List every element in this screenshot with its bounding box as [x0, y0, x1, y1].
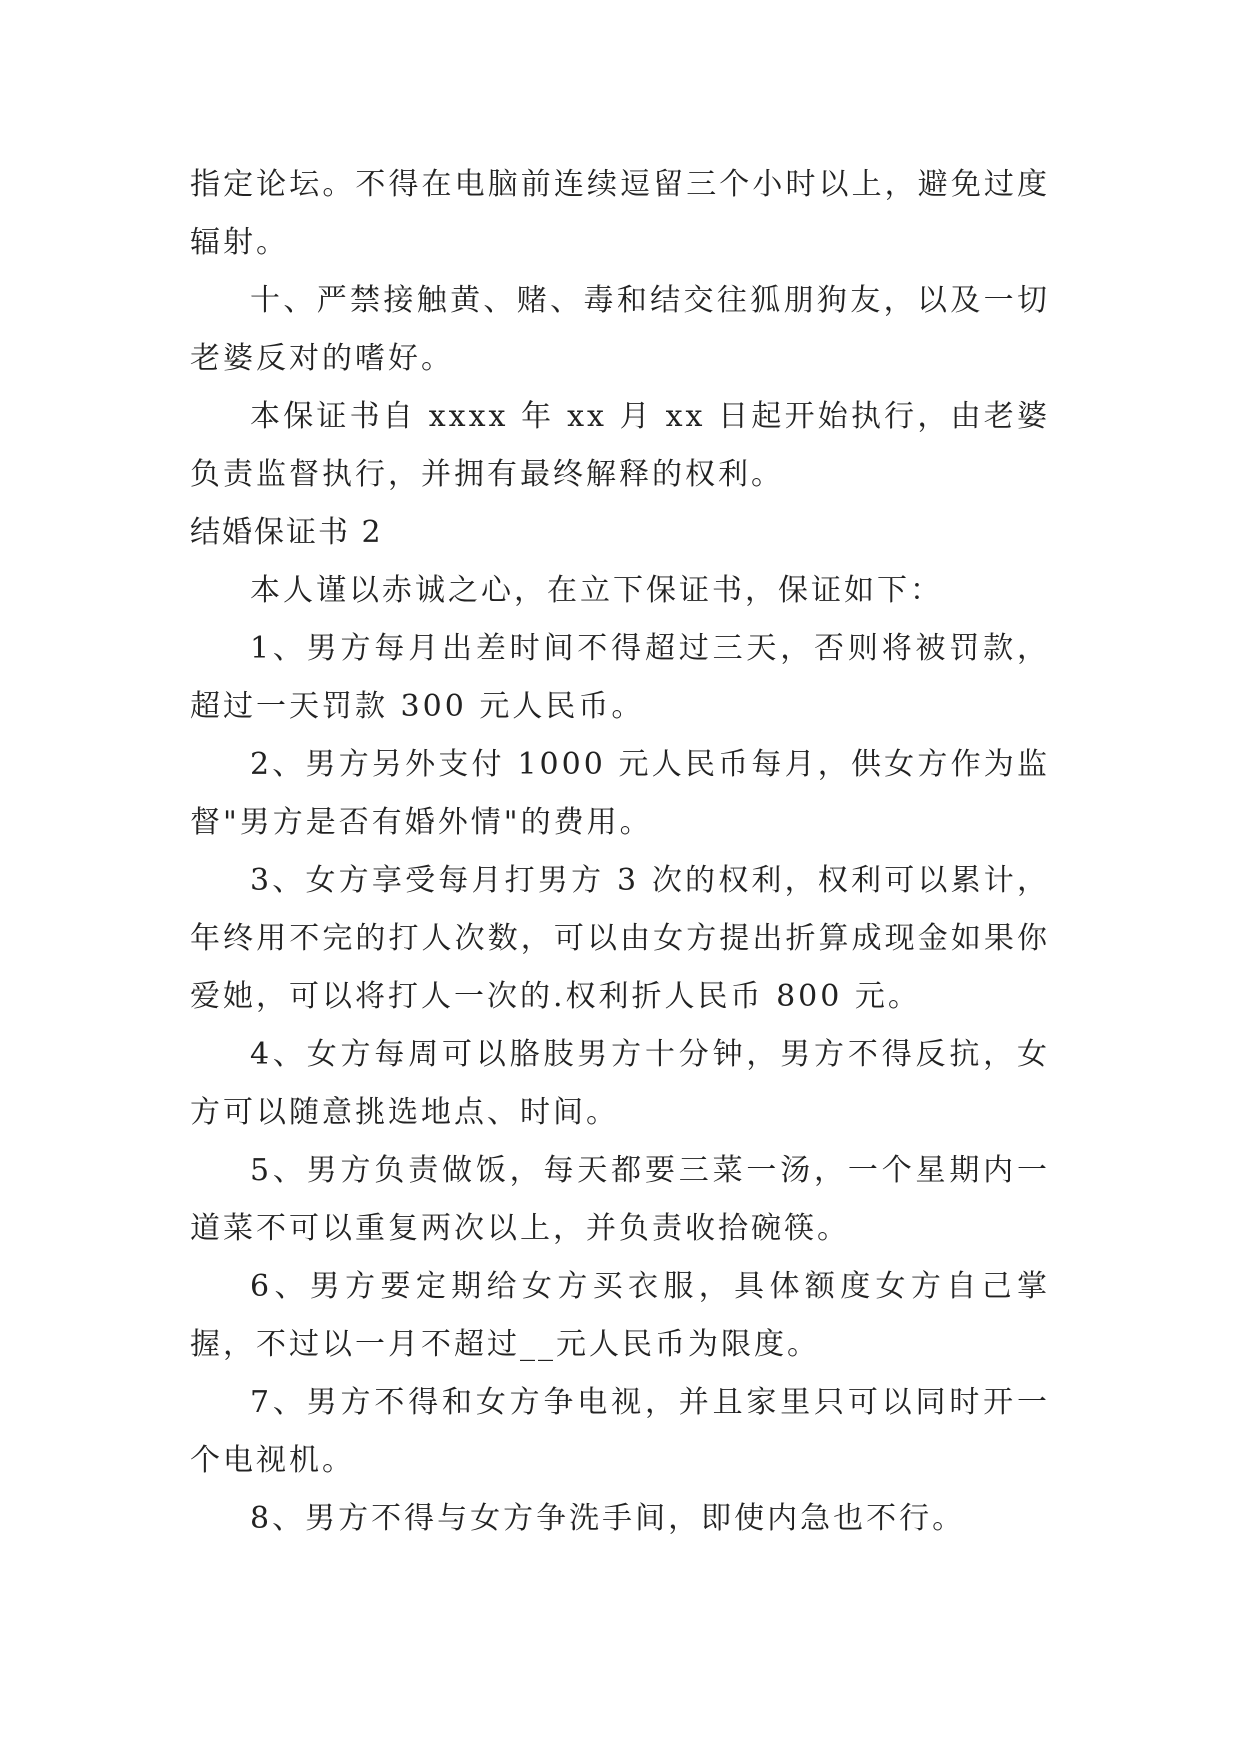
- paragraph-effective-date: 本保证书自 xxxx 年 xx 月 xx 日起开始执行，由老婆负责监督执行，并拥有最终解释的权利。: [190, 399, 1050, 492]
- paragraph-item-2: 2、男方另外支付 1000 元人民币每月，供女方作为监督"男方是否有婚外情"的费用。: [190, 747, 1050, 840]
- paragraph-item-7: 7、男方不得和女方争电视，并且家里只可以同时开一个电视机。: [190, 1385, 1050, 1478]
- paragraph-intro: 本人谨以赤诚之心，在立下保证书，保证如下：: [250, 573, 943, 608]
- paragraph-item-6: 6、男方要定期给女方买衣服，具体额度女方自己掌握，不过以一月不超过__元人民币为限度。: [190, 1269, 1050, 1362]
- paragraph-item-1: 1、男方每月出差时间不得超过三天，否则将被罚款，超过一天罚款 300 元人民币。: [190, 631, 1050, 724]
- paragraph-item-4: 4、女方每周可以胳肢男方十分钟，男方不得反抗，女方可以随意挑选地点、时间。: [190, 1037, 1050, 1130]
- paragraph-item-3: 3、女方享受每月打男方 3 次的权利，权利可以累计，年终用不完的打人次数，可以由女方提出折算成现金如果你爱她，可以将打人一次的.权利折人民币 800 元。: [190, 863, 1050, 1014]
- section-heading: 结婚保证书 2: [190, 515, 383, 550]
- paragraph-continuation: 指定论坛。不得在电脑前连续逗留三个小时以上，避免过度辐射。: [190, 167, 1050, 260]
- paragraph-item-10: 十、严禁接触黄、赌、毒和结交往狐朋狗友，以及一切老婆反对的嗜好。: [190, 283, 1050, 376]
- paragraph-item-8: 8、男方不得与女方争洗手间，即使内急也不行。: [250, 1501, 966, 1536]
- document-body: [190, 156, 1050, 1548]
- paragraph-item-5: 5、男方负责做饭，每天都要三菜一汤，一个星期内一道菜不可以重复两次以上，并负责收拾碗筷。: [190, 1153, 1050, 1246]
